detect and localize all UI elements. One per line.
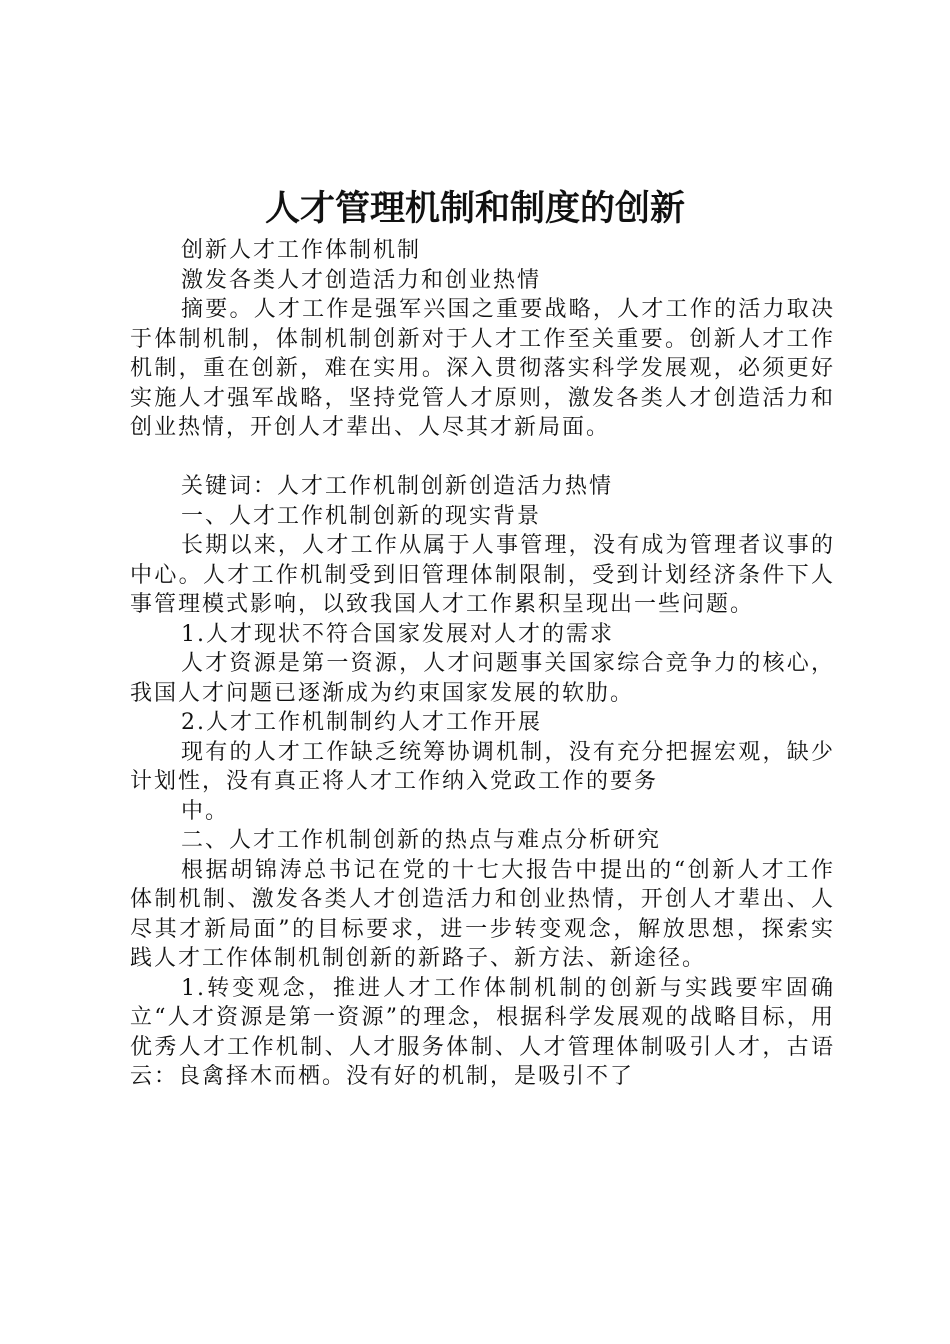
keywords-line: 关键词：人才工作机制创新创造活力热情 [181, 474, 614, 499]
body-paragraph: 现有的人才工作缺乏统筹协调机制，没有充分把握宏观，缺少计划性，没有真正将人才工作纳入党政工作的要务 [130, 739, 835, 794]
subtitle-line-2: 激发各类人才创造活力和创业热情 [181, 267, 542, 293]
subsection-heading-1-1: 1.人才现状不符合国家发展对人才的需求 [181, 621, 614, 647]
abstract-paragraph: 摘要。人才工作是强军兴国之重要战略，人才工作的活力取决于体制机制，体制机制创新对于人才工作至关重要。创新人才工作机制，重在创新，难在实用。深入贯彻落实科学发展观，必须更好实施人才强军战略，坚持党管人才原则，激发各类人才创造活力和创业热情，开创人才辈出、人尽其才新局面。 [130, 297, 835, 440]
body-paragraph: 根据胡锦涛总书记在党的十七大报告中提出的“创新人才工作体制机制、激发各类人才创造活力和创业热情，开创人才辈出、人尽其才新局面”的目标要求，进一步转变观念，解放思想，探索实践人才工作体制机制创新的新路子、新方法、新途径。 [130, 857, 835, 971]
document-title: 人才管理机制和制度的创新 [264, 188, 685, 229]
body-paragraph-continuation: 中。 [181, 798, 230, 824]
body-paragraph: 1.转变观念，推进人才工作体制机制的创新与实践要牢固确立“人才资源是第一资源”的理念，根据科学发展观的战略目标，用优秀人才工作机制、人才服务体制、人才管理体制吸引人才，古语云：良禽择木而栖。没有好的机制，是吸引不了 [130, 975, 835, 1089]
subtitle-line-1: 创新人才工作体制机制 [181, 238, 422, 263]
subsection-heading-1-2: 2.人才工作机制制约人才工作开展 [181, 710, 542, 735]
section-heading-1: 一、人才工作机制创新的现实背景 [181, 503, 542, 529]
body-paragraph: 长期以来，人才工作从属于人事管理，没有成为管理者议事的中心。人才工作机制受到旧管理体制限制，受到计划经济条件下人事管理模式影响，以致我国人才工作累积呈现出一些问题。 [130, 533, 835, 617]
body-paragraph: 人才资源是第一资源，人才问题事关国家综合竞争力的核心，我国人才问题已逐渐成为约束国家发展的软肋。 [130, 651, 835, 706]
document-body [130, 236, 835, 1092]
section-heading-2: 二、人才工作机制创新的热点与难点分析研究 [181, 828, 662, 853]
